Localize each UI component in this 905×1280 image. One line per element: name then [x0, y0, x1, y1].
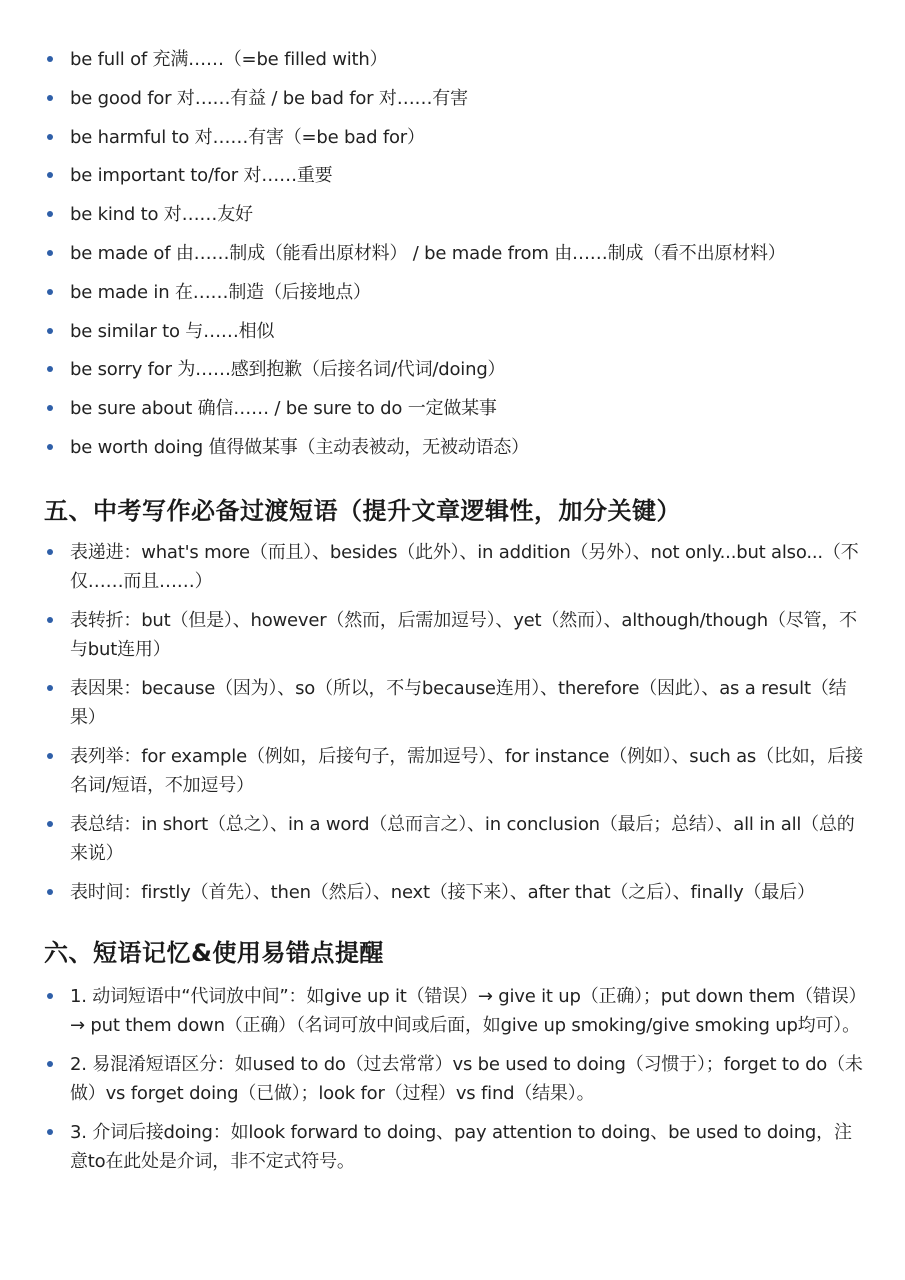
list-item: 表递进：what's more（而且）、besides（此外）、in addition（另外）、not only...but also...（不仅……而且……） [44, 538, 865, 596]
transition-list [44, 538, 865, 907]
list-item: be full of 充满……（=be filled with） [44, 45, 865, 74]
list-item: 表时间：firstly（首先）、then（然后）、next（接下来）、after that（之后）、finally（最后） [44, 878, 865, 907]
section-heading-transitions: 五、中考写作必备过渡短语（提升文章逻辑性，加分关键） [44, 496, 681, 525]
list-item: 2. 易混淆短语区分：如used to do（过去常常）vs be used to doing（习惯于）；forget to do（未做）vs forget doing（已做）；look for（过程）vs find（结果）。 [44, 1050, 865, 1108]
list-item: be sorry for 为……感到抱歉（后接名词/代词/doing） [44, 355, 865, 384]
list-item: 1. 动词短语中“代词放中间”：如give up it（错误）→ give it up（正确）；put down them（错误）→ put them down（正确）（名词可放中间或后面，如give up smoking/give smoking up均可）。 [44, 982, 865, 1040]
list-item: 表转折：but（但是）、however（然而，后需加逗号）、yet（然而）、although/though（尽管，不与but连用） [44, 606, 865, 664]
list-item: be harmful to 对……有害（=be bad for） [44, 123, 865, 152]
list-item: 表总结：in short（总之）、in a word（总而言之）、in conclusion（最后；总结）、all in all（总的来说） [44, 810, 865, 868]
list-item: be made of 由……制成（能看出原材料） / be made from 由……制成（看不出原材料） [44, 239, 865, 268]
list-item: be kind to 对……友好 [44, 200, 865, 229]
phrase-list [44, 45, 865, 462]
list-item: be made in 在……制造（后接地点） [44, 278, 865, 307]
list-item: be important to/for 对……重要 [44, 161, 865, 190]
list-item: be worth doing 值得做某事（主动表被动，无被动语态） [44, 433, 865, 462]
section-heading-tips: 六、短语记忆&使用易错点提醒 [44, 938, 384, 967]
list-item: 表因果：because（因为）、so（所以，不与because连用）、therefore（因此）、as a result（结果） [44, 674, 865, 732]
list-item: be good for 对……有益 / be bad for 对……有害 [44, 84, 865, 113]
list-item: 表列举：for example（例如，后接句子，需加逗号）、for instance（例如）、such as（比如，后接名词/短语，不加逗号） [44, 742, 865, 800]
list-item: be similar to 与……相似 [44, 317, 865, 346]
tips-list [44, 982, 865, 1176]
list-item: be sure about 确信…… / be sure to do 一定做某事 [44, 394, 865, 423]
list-item: 3. 介词后接doing：如look forward to doing、pay attention to doing、be used to doing，注意to在此处是介词，非不定式符号。 [44, 1118, 865, 1176]
